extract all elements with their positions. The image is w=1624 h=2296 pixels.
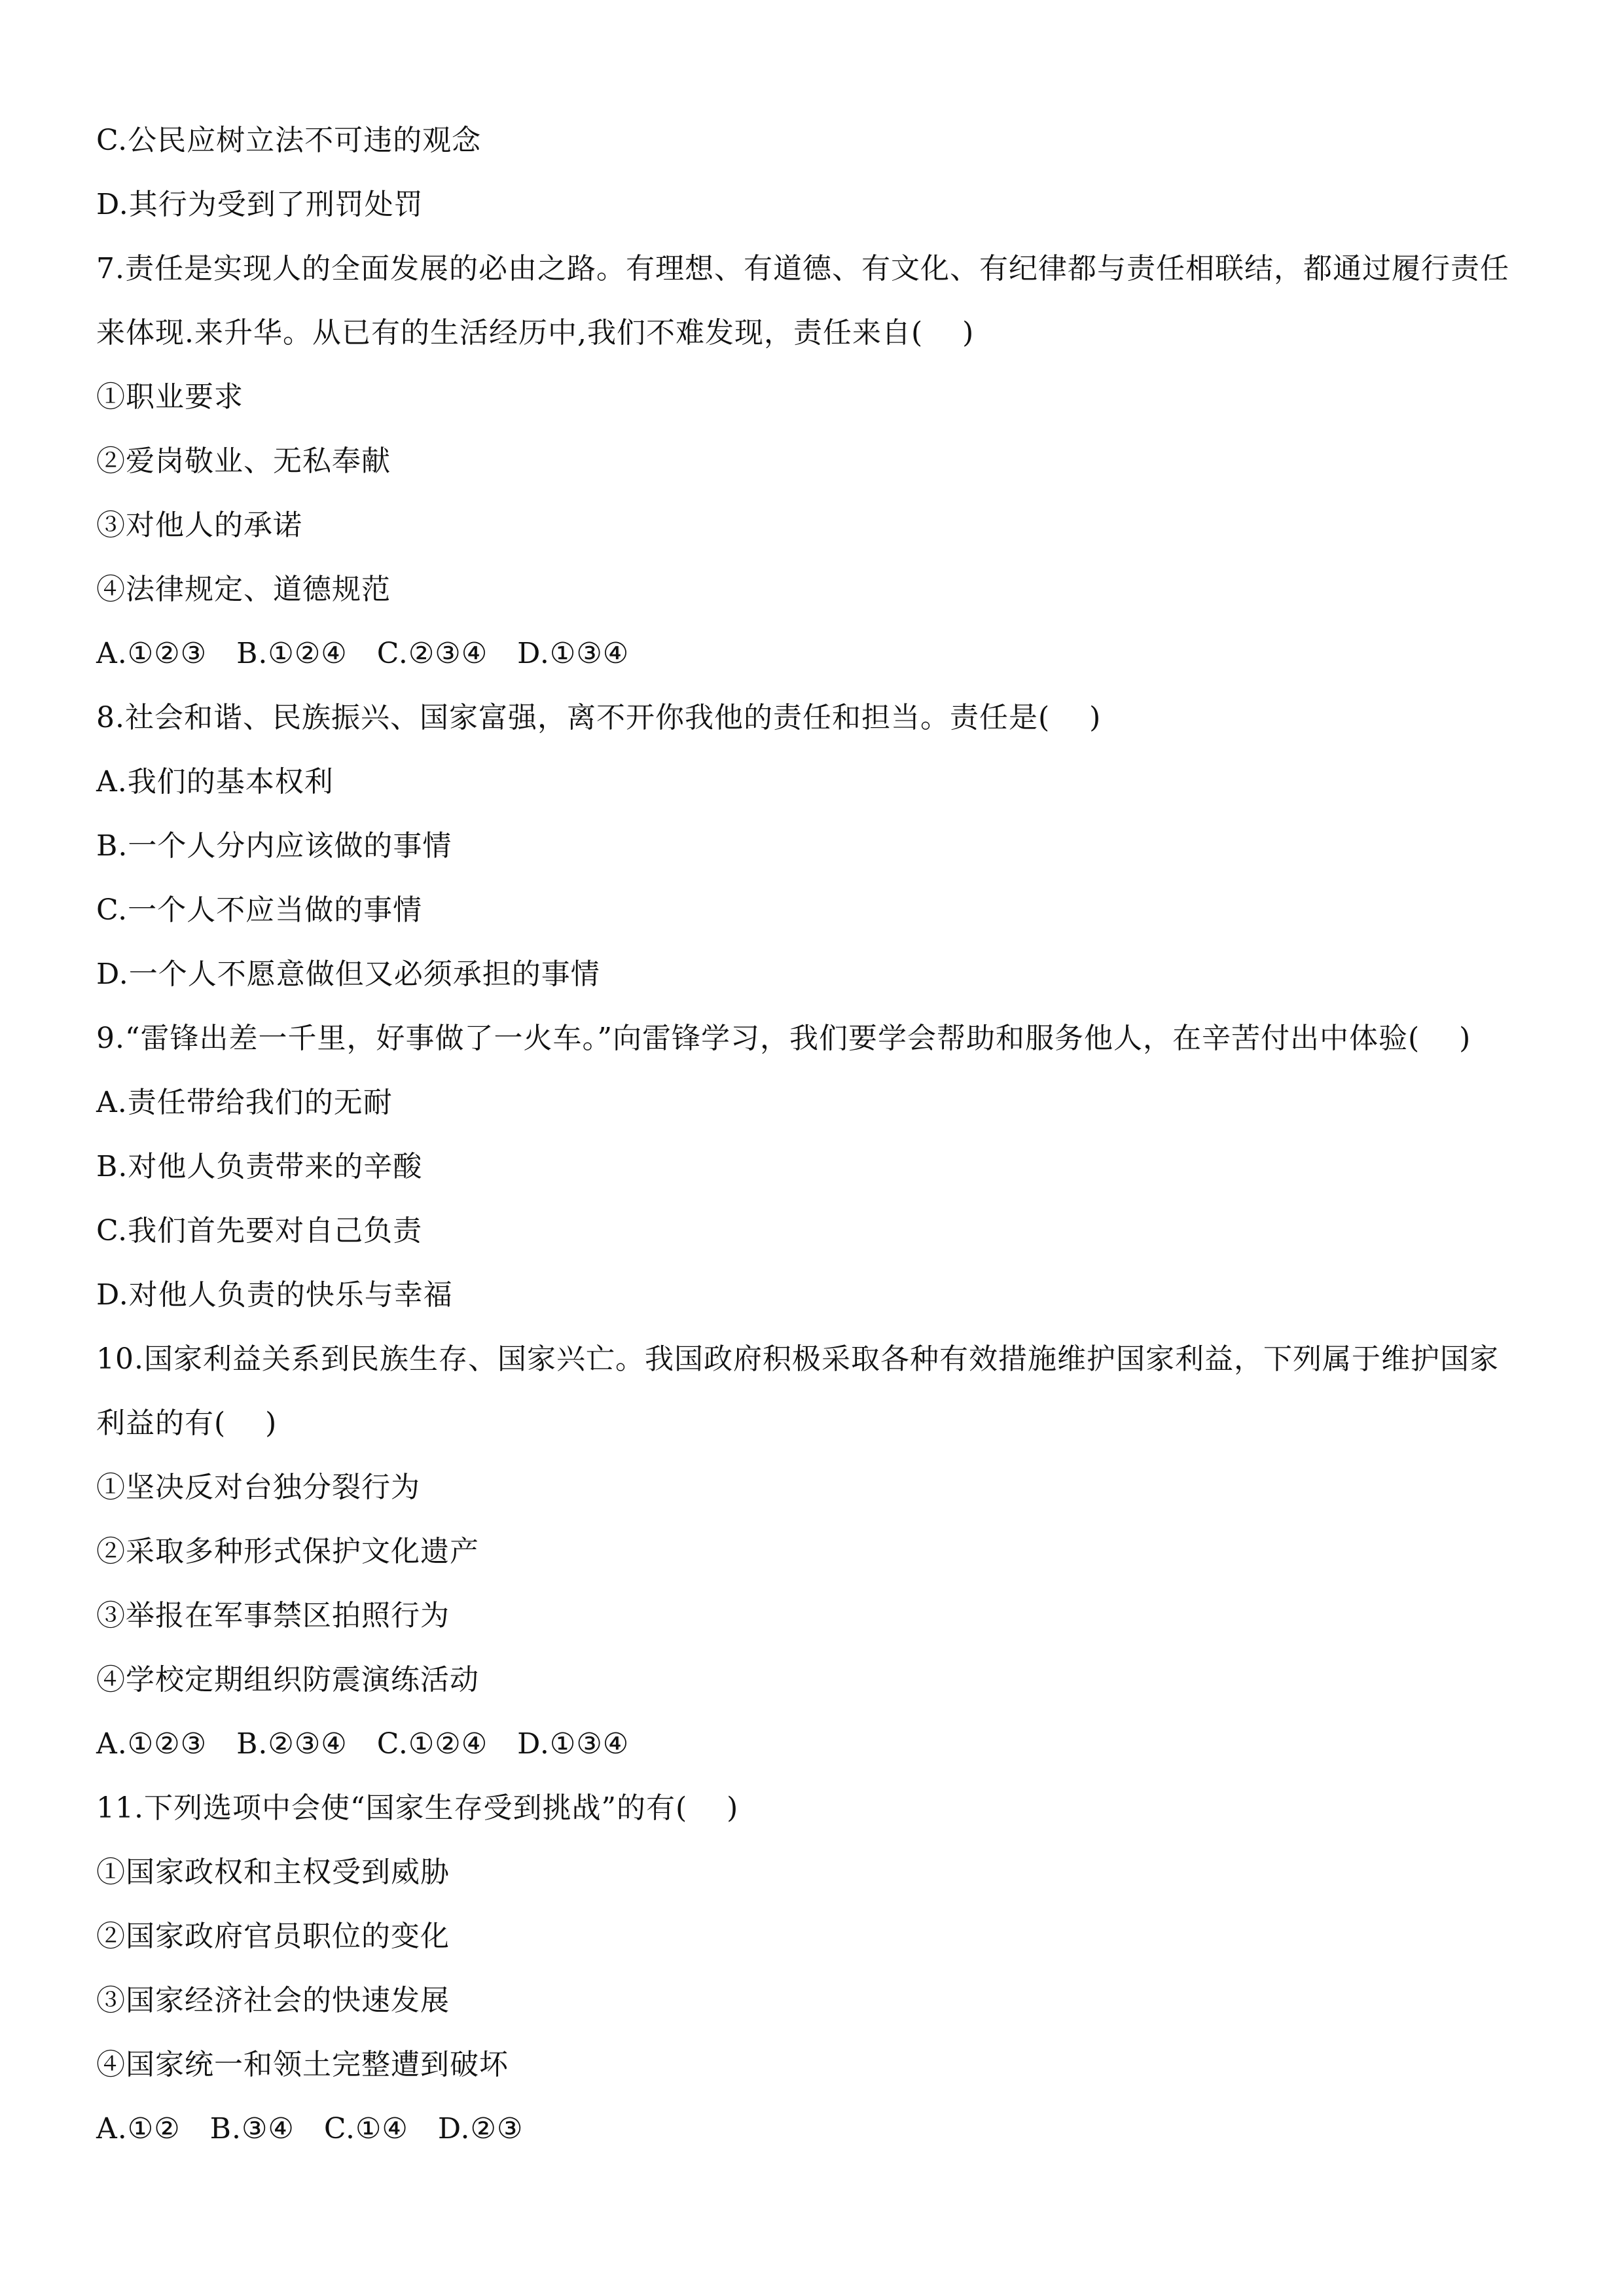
question-7-stem-line-2: 来体现.来升华。从已有的生活经历中,我们不难发现，责任来自( ) xyxy=(96,316,975,350)
q9-option-b: B.对他人负责带来的辛酸 xyxy=(96,1150,423,1183)
q7-statement-2: ②爱岗敬业、无私奉献 xyxy=(96,444,391,478)
q8-option-d: D.一个人不愿意做但又必须承担的事情 xyxy=(96,958,600,991)
option-d-q6: D.其行为受到了刑罚处罚 xyxy=(96,188,424,221)
q11-statement-4: ④国家统一和领土完整遭到破坏 xyxy=(96,2048,509,2081)
q8-option-a: A.我们的基本权利 xyxy=(96,765,334,798)
q7-statement-1: ①职业要求 xyxy=(96,380,244,414)
document-page xyxy=(96,109,1536,2161)
q10-statement-3: ③举报在军事禁区拍照行为 xyxy=(96,1599,450,1632)
q10-statement-2: ②采取多种形式保护文化遗产 xyxy=(96,1535,479,1568)
question-8-stem: 8.社会和谐、民族振兴、国家富强，离不开你我他的责任和担当。责任是( ) xyxy=(96,701,1102,734)
q10-statement-4: ④学校定期组织防震演练活动 xyxy=(96,1663,479,1696)
q7-answer-options: A.①②③ B.①②④ C.②③④ D.①③④ xyxy=(96,637,630,670)
q9-option-c: C.我们首先要对自己负责 xyxy=(96,1214,423,1247)
question-10-stem-line-1: 10.国家利益关系到民族生存、国家兴亡。我国政府积极采取各种有效措施维护国家利益，下列属于维护国家 xyxy=(96,1342,1499,1376)
q11-statement-1: ①国家政权和主权受到威胁 xyxy=(96,1856,450,1889)
question-11-stem: 11.下列选项中会使“国家生存受到挑战”的有( ) xyxy=(96,1791,739,1825)
q11-answer-options: A.①② B.③④ C.①④ D.②③ xyxy=(96,2112,524,2145)
q10-answer-options: A.①②③ B.②③④ C.①②④ D.①③④ xyxy=(96,1727,630,1761)
q11-statement-3: ③国家经济社会的快速发展 xyxy=(96,1984,450,2017)
q9-option-d: D.对他人负责的快乐与幸福 xyxy=(96,1278,453,1312)
q9-option-a: A.责任带给我们的无耐 xyxy=(96,1086,393,1119)
q8-option-c: C.一个人不应当做的事情 xyxy=(96,893,423,927)
question-7-stem-line-1: 7.责任是实现人的全面发展的必由之路。有理想、有道德、有文化、有纪律都与责任相联结，都通过履行责任 xyxy=(96,252,1509,285)
q10-statement-1: ①坚决反对台独分裂行为 xyxy=(96,1471,420,1504)
q11-statement-2: ②国家政府官员职位的变化 xyxy=(96,1920,450,1953)
option-c-q6: C.公民应树立法不可违的观念 xyxy=(96,124,482,157)
q7-statement-4: ④法律规定、道德规范 xyxy=(96,573,391,606)
question-9-stem: 9.“雷锋出差一千里，好事做了一火车。”向雷锋学习，我们要学会帮助和服务他人，在辛苦付出中体验( ) xyxy=(96,1022,1471,1055)
q8-option-b: B.一个人分内应该做的事情 xyxy=(96,829,452,863)
question-10-stem-line-2: 利益的有( ) xyxy=(96,1407,278,1440)
q7-statement-3: ③对他人的承诺 xyxy=(96,509,302,542)
